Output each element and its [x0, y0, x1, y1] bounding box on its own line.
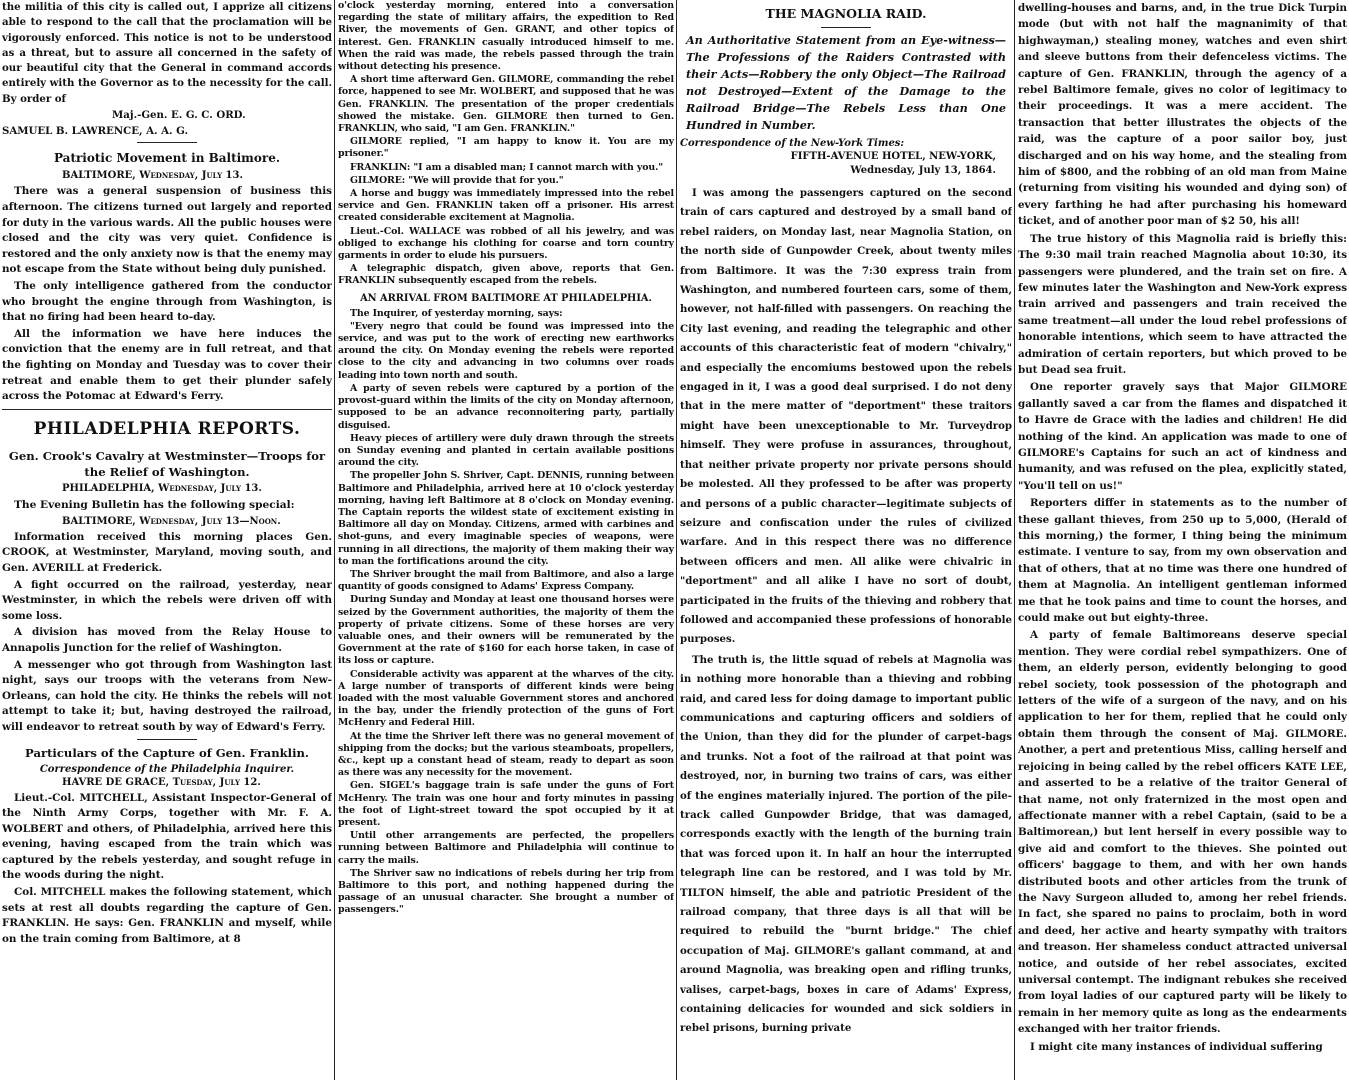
- article-paragraph: dwelling-houses and barns, and, in the true Dick Turpin mode (but with not half the magnanimity of that highwayman,) stealing money, watches and even shirt and sleeve buttons from their defenceless victims. The capture of Gen. FRANKLIN, through the agency of a rebel Baltimore female, gives no color of legitimacy to their proceedings. It was a mere accident. The transaction that better illustrates the objects of the raid, was the capture of a poor sailor boy, just discharged and on his way home, and the stealing from him of $800, and the robbing of an old man from Maine (returning from visiting his wounded and dying son) of every farthing he had after purchasing his homeward ticket, and of another poor man of $2 50, his all!: [1018, 2, 1347, 228]
- column-rule: [334, 0, 335, 1080]
- article-deck: An Authoritative Statement from an Eye-witness—The Professions of the Raiders Contrasted with their Acts—Robbery the only Object—The Railroad not Destroyed—Extent of the Damage to the Railroad Bridge—The Rebels Less than One Hundred in Number.: [686, 33, 1006, 132]
- column-3: [680, 0, 1012, 1080]
- article-paragraph: One reporter gravely says that Major GILMORE gallantly saved a car from the flames and dispatched it to Havre de Grace with the ladies and children! He did nothing of the kind. An application was made to one of GILMORE's Captains for such an act of kindness and humanity, and was refused on the plea, explicitly stated, "You'll tell on us!": [1018, 381, 1347, 492]
- article-paragraph: Reporters differ in statements as to the number of these gallant thieves, from 250 up to 5,000, (Herald of this morning,) the former, I thing being the minimum estimate. I venture to say, from my own observation and that of others, that at no time was there one hundred of them at Magnolia. An intelligent gentleman informed me that he took pains and time to count the horses, and could make out but eighty-three.: [1018, 497, 1347, 625]
- article-paragraph: A fight occurred on the railroad, yesterday, near Westminster, in which the rebels were driven off with some loss.: [2, 578, 332, 622]
- article-paragraph: Information received this morning places Gen. CROOK, at Westminster, Maryland, moving south, and Gen. AVERILL at Frederick.: [2, 530, 332, 574]
- dateline: BALTIMORE, Wednesday, July 13.: [62, 170, 243, 182]
- article-paragraph: At the time the Shriver left there was no general movement of shipping from the docks; but the various steamboats, propellers, &c., kept up a constant head of steam, ready to depart as soon as there was any necessity for the movement.: [338, 730, 674, 779]
- article-paragraph: A party of female Baltimoreans deserve special mention. They were cordial rebel sympathizers. One of them, an elderly person, evidently belonging to good rebel society, took possession of the photograph and letters of the wife of a surgeon of the navy, and on his application to her for them, replied that he could only obtain them through the consent of Maj. GILMORE. Another, a pert and pretentious Miss, calling herself and rejoicing in being called by the rebel officers KATE LEE, and asserted to be a relative of the traitor General of that name, not only fraternized in the most open and affectionate manner with a rebel Captain, (said to be a Baltimorean,) but lent herself in every possible way to give aid and comfort to the thieves. She pointed out officers' baggage to them, and with her own hands distributed boots and other articles from the trunk of the Navy Surgeon alluded to, among her rebel friends. In fact, she spared no pains to proclaim, both in word and deed, her active and hearty sympathy with traitors and treason. Her shameless conduct attracted universal notice, and outside of her rebel associates, excited universal contempt. The indignant rebukes she received from loyal ladies of our captured party will be likely to remain in her memory quite as long as the endearments exchanged with her traitor friends.: [1018, 629, 1347, 1036]
- article-paragraph: There was a general suspension of business this afternoon. The citizens turned out largely and reported for duty in the various wards. All the public houses were closed and the city was very quiet. Confidence is restored and the only anxiety now is that the enemy may not escape from the State without being duly punished.: [2, 185, 332, 276]
- separator: [821, 27, 871, 28]
- separator: [137, 142, 197, 143]
- article-headline: Patriotic Movement in Baltimore.: [53, 151, 281, 166]
- article-paragraph: o'clock yesterday morning, entered into a conversation regarding the state of military affairs, the expedition to Red River, the movements of Gen. GRANT, and other topics of interest. Gen. FRANKLIN casually introduced himself to me. When the raid was made, the rebels passed through the train without detecting his presence.: [338, 0, 674, 73]
- column-4: [1018, 0, 1347, 1080]
- article-paragraph: A division has moved from the Relay House to Annapolis Junction for the relief of Washington.: [2, 626, 332, 654]
- signature: Maj.-Gen. E. G. C. ORD.: [112, 109, 246, 122]
- column-rule: [676, 0, 677, 1080]
- separator: [137, 739, 197, 740]
- article-paragraph: The Shriver saw no indications of rebels during her trip from Baltimore to this port, and nothing happened during the passage of an unusual character. She brought a number of passengers.": [338, 867, 674, 916]
- dateline: BALTIMORE, Wednesday, July 13—Noon.: [62, 515, 281, 527]
- signature: SAMUEL B. LAWRENCE, A. A. G.: [2, 124, 188, 137]
- article-paragraph: GILMORE: "We will provide that for you.": [350, 174, 564, 186]
- article-paragraph: Lieut.-Col. WALLACE was robbed of all his jewelry, and was obliged to exchange his clothing for coarse and torn country garments in order to elude his pursuers.: [338, 225, 674, 262]
- article-paragraph: During Sunday and Monday at least one thousand horses were seized by the Government authorities, the majority of them the property of private citizens. Some of these horses are very valuable ones, and their owners will be remunerated by the Government at the rate of $160 for each horse taken, in case of its loss or capture.: [338, 594, 674, 667]
- article-paragraph: I was among the passengers captured on the second train of cars captured and destroyed by a small band of rebel raiders, on Monday last, near Magnolia Station, on the north side of Gunpowder Creek, about twenty miles from Baltimore. It was the 7:30 express train from Washington, and numbered fourteen cars, some of them, however, not half-filled with passengers. On reaching the City last evening, and reading the telegraphic and other accounts of this characteristic feat of modern "chivalry," and especially the encomiums bestowed upon the rebels engaged in it, I was a good deal surprised. I do not deny that in the mere matter of "deportment" these traitors might have been unexceptionable to Mr. Turveydrop himself. They were profuse in assurances, throughout, that neither private property nor private persons should be molested. All they professed to be after was property and persons of a public character—legitimate subjects of seizure and confiscation under the rules of civilized warfare. And in this respect there was no difference between officers and men. All alike were chivalric in "deportment" and all alike I have no sort of doubt, participated in the fruits of the thieving and robbery that followed and accompanied these professions of honorable purposes.: [680, 187, 1012, 646]
- dateline: PHILADELPHIA, Wednesday, July 13.: [62, 482, 262, 494]
- column-rule: [1014, 0, 1015, 1080]
- article-paragraph: A telegraphic dispatch, given above, reports that Gen. FRANKLIN subsequently escaped from the rebels.: [338, 263, 674, 287]
- article-paragraph: Heavy pieces of artillery were duly drawn through the streets on Sunday evening and planted in certain available positions around the city.: [338, 432, 674, 469]
- article-paragraph: A party of seven rebels were captured by a portion of the provost-guard within the limits of the city on Monday afternoon, supposed to be an advance reconnoitering party, partially disguised.: [338, 382, 674, 431]
- column-1: [2, 0, 332, 1080]
- correspondence-line: Correspondence of the Philadelphia Inquirer.: [39, 763, 295, 775]
- article-paragraph: The Shriver brought the mail from Baltimore, and also a large quantity of goods consigned to Adams' Express Company.: [338, 568, 674, 593]
- article-paragraph: The Evening Bulletin has the following special:: [14, 498, 295, 511]
- article-paragraph: "Every negro that could be found was impressed into the service, and was put to the work of erecting new earthworks around the city. On Monday evening the rebels were reported close to the city and advancing in two columns over roads leading into town north and south.: [338, 320, 674, 381]
- correspondence-line: Correspondence of the New-York Times:: [680, 138, 905, 149]
- separator: [2, 409, 332, 410]
- article-paragraph: A messenger who got through from Washington last night, says our troops with the veterans from New-Orleans, can hold the city. He thinks the rebels will not attempt to take it; but, having destroyed the railroad, will endeavor to retreat south by way of Edward's Ferry.: [2, 658, 332, 733]
- dateline: FIFTH-AVENUE HOTEL, NEW-YORK,: [790, 151, 996, 162]
- section-headline: PHILADELPHIA REPORTS.: [33, 418, 301, 439]
- article-paragraph: The propeller John S. Shriver, Capt. DENNIS, running between Baltimore and Philadelphia, arrived here at 10 o'clock yesterday morning, having left Baltimore at 8 o'clock on Monday evening. The Captain reports the wildest state of excitement existing in Baltimore all day on Monday. Citizens, armed with carbines and shot-guns, and every imaginable species of weapons, were running in all directions, the majority of them making their way to man the fortifications around the city.: [338, 470, 674, 567]
- article-paragraph: The only intelligence gathered from the conductor who brought the engine through from Washington, is that no firing had been heard to-day.: [2, 280, 332, 324]
- article-paragraph: FRANKLIN: "I am a disabled man; I cannot march with you.": [350, 161, 664, 173]
- dateline: HAVRE DE GRACE, Tuesday, July 12.: [62, 776, 261, 788]
- dateline: Wednesday, July 13, 1864.: [850, 165, 996, 176]
- article-paragraph: The truth is, the little squad of rebels at Magnolia was in nothing more honorable than a thieving and robbing raid, and cared less for doing damage to important public communications and capturing officers and soldiers of the Union, than they did for the plunder of carpet-bags and trunks. Not a foot of the railroad at that point was destroyed, nor, in burning two trains of cars, was either of the engines materially injured. The portion of the pile-track called Gunpowder Bridge, that was damaged, corresponds exactly with the length of the burning train that was forced upon it. In half an hour the interrupted telegraph line can be restored, and I was told by Mr. TILTON himself, the able and patriotic President of the railroad company, that three days is all that will be required to rebuild the "burnt bridge." The chief occupation of Maj. GILMORE's gallant command, at and around Magnolia, was breaking open and rifling trunks, valises, carpet-bags, boxes in care of Adams' Express, containing delicacies for wounded and sick soldiers in rebel prisons, burning private: [680, 653, 1012, 1035]
- article-paragraph: A horse and buggy was immediately impressed into the rebel service and Gen. FRANKLIN taken off a prisoner. His arrest created considerable excitement at Magnolia.: [338, 188, 674, 224]
- article-paragraph: A short time afterward Gen. GILMORE, commanding the rebel force, happened to see Mr. WOLBERT, and supposed that he was Gen. FRANKLIN. The presentation of the proper credentials showed the mistake. Gen. GILMORE then turned to Gen. FRANKLIN, who said, "I am Gen. FRANKLIN.": [338, 74, 674, 135]
- article-headline: Gen. Crook's Cavalry at Westminster—Troops for the Relief of Washington.: [8, 448, 326, 479]
- column-2: [338, 0, 674, 1080]
- article-headline: AN ARRIVAL FROM BALTIMORE AT PHILADELPHIA.: [360, 292, 652, 304]
- article-paragraph: Gen. SIGEL's baggage train is safe under the guns of Fort McHenry. The train was one hour and forty minutes in passing the foot of Light-street toward the spot occupied by it at present.: [338, 780, 674, 828]
- article-headline: Particulars of the Capture of Gen. Franklin.: [25, 745, 309, 760]
- article-paragraph: Considerable activity was apparent at the wharves of the city. A large number of transports of different kinds were being loaded with the most valuable Government stores and anchored in the bay, under the friendly protection of the guns of Fort McHenry and Federal Hill.: [338, 668, 674, 729]
- article-paragraph: Col. MITCHELL makes the following statement, which sets at rest all doubts regarding the capture of Gen. FRANKLIN. He says: Gen. FRANKLIN and myself, while on the train coming from Baltimore, at 8: [2, 886, 332, 945]
- article-paragraph: All the information we have here induces the conviction that the enemy are in full retreat, and that the fighting on Monday and Tuesday was to cover their retreat and enable them to get their plunder safely across the Potomac at Edward's Ferry.: [2, 327, 332, 403]
- article-headline: THE MAGNOLIA RAID.: [765, 6, 927, 21]
- article-paragraph: Lieut.-Col. MITCHELL, Assistant Inspector-General of the Ninth Army Corps, together with Mr. F. A. WOLBERT and others, of Philadelphia, arrived here this evening, having escaped from the train which was captured by the rebels yesterday, and sought refuge in the woods during the night.: [2, 791, 332, 882]
- article-paragraph: I might cite many instances of individual suffering: [1030, 1040, 1323, 1053]
- article-paragraph: Until other arrangements are perfected, the propellers running between Baltimore and Philadelphia will continue to carry the mails.: [338, 830, 674, 866]
- article-paragraph: The true history of this Magnolia raid is briefly this: The 9:30 mail train reached Magnolia about 10:30, its passengers were plundered, and the train set on fire. A few minutes later the Washington and New-York express train arrived and passengers and train received the same treatment—all under the loud rebel professions of honorable intentions, which seem to have attracted the admiration of certain reporters, but which proved to be but Dead sea fruit.: [1018, 232, 1347, 376]
- article-paragraph: GILMORE replied, "I am happy to know it. You are my prisoner.": [338, 136, 674, 160]
- article-paragraph: the militia of this city is called out, I apprize all citizens able to respond to the call that the proclamation will be vigorously enforced. This notice is not to be understood as a threat, but to assure all concerned in the safety of our beautiful city that the General in command accords entirely with the Governor as to the necessity for the call. By order of: [2, 1, 332, 105]
- article-paragraph: The Inquirer, of yesterday morning, says:: [350, 307, 563, 319]
